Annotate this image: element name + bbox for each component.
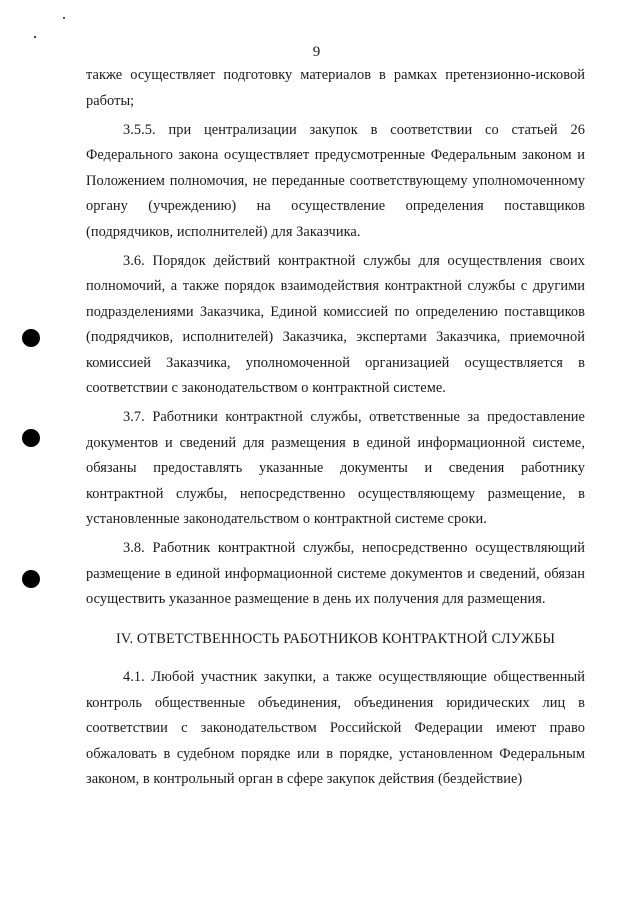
paragraph-3-8: 3.8. Работник контрактной службы, непосредственно осуществляющий размещение в единой информационной системе документов и сведений, обязан осуществить указанное размещение в день их получения для размещения. — [86, 540, 585, 607]
punch-hole — [22, 570, 40, 588]
paragraph-continuation: также осуществляет подготовку материалов в рамках претензионно-исковой работы; — [86, 67, 585, 109]
paragraph-3-5-5: 3.5.5. при централизации закупок в соответствии со статьей 26 Федерального закона осуществляет предусмотренные Федеральным законом и Положением полномочия, не переданные соответствующему уполномоченному органу (учреждению) на осуществление определения поставщиков (подрядчиков, исполнителей) для Заказчика. — [86, 121, 585, 240]
punch-hole — [22, 429, 40, 447]
paragraph-3-6: 3.6. Порядок действий контрактной службы для осуществления своих полномочий, а также порядок взаимодействия контрактной службы с другими подразделениями Заказчика, Единой комиссией по определению поставщиков (подрядчиков, исполнителей) Заказчика, экспертами Заказчика, приемочной комиссией Заказчика, уполномоченной организацией осуществляется в соответствии с законодательством о контрактной системе. — [86, 252, 585, 396]
paragraph-3-7: 3.7. Работники контрактной службы, ответственные за предоставление документов и сведений для размещения в единой информационной системе, обязаны предоставлять указанные документы и сведения работнику контрактной службы, непосредственно осуществляющему размещение, в установленные законодательством о контрактной системе сроки. — [86, 409, 585, 527]
paragraph-4-1: 4.1. Любой участник закупки, а также осуществляющие общественный контроль общественные объединения, объединения юридических лиц в соответствии с законодательством Российской Федерации имеют право обжаловать в судебном порядке или в порядке, установленном Федеральным законом, в контрольный орган в сфере закупок действия (бездействие) — [86, 669, 585, 787]
scan-speck — [34, 36, 36, 38]
page-number: 9 — [312, 44, 321, 60]
scan-speck — [63, 17, 65, 19]
punch-hole — [22, 329, 40, 347]
document-body — [86, 63, 585, 793]
section-heading: IV. ОТВЕТСТВЕННОСТЬ РАБОТНИКОВ КОНТРАКТНОЙ СЛУЖБЫ — [115, 630, 556, 647]
